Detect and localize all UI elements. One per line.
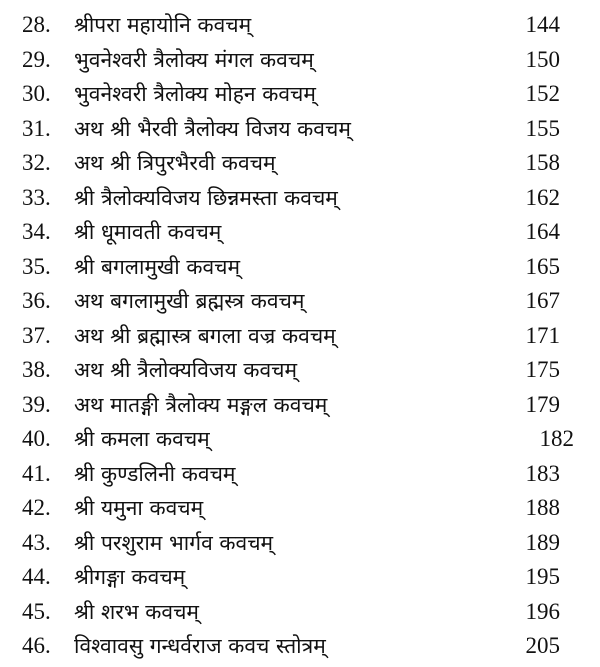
toc-entry-36 — [22, 284, 582, 319]
entry-page-number: 155 — [525, 115, 560, 141]
entry-title: अथ मातङ्गी त्रैलोक्य मङ्गल कवचम् — [74, 392, 328, 417]
table-of-contents — [22, 8, 582, 664]
entry-title: श्रीपरा महायोनि कवचम् — [74, 13, 252, 37]
entry-number: 36. — [22, 288, 51, 313]
toc-entry-38 — [22, 353, 582, 388]
entry-number: 32. — [22, 150, 51, 175]
toc-entry-30 — [22, 77, 582, 112]
entry-title: श्री धूमावती कवचम् — [74, 220, 222, 244]
entry-page-number: 189 — [525, 529, 560, 555]
entry-title: श्री त्रैलोक्यविजय छिन्नमस्ता कवचम् — [74, 185, 338, 210]
entry-title: श्री कमला कवचम् — [74, 427, 210, 451]
toc-entry-46 — [22, 629, 582, 664]
toc-entry-32 — [22, 146, 582, 181]
entry-page-number: 150 — [525, 46, 560, 72]
entry-number: 43. — [22, 529, 51, 555]
entry-page-number: 205 — [525, 633, 560, 658]
entry-number: 30. — [22, 81, 51, 106]
toc-entry-31 — [22, 112, 582, 147]
entry-page-number: 179 — [525, 391, 560, 417]
entry-page-number: 162 — [525, 184, 560, 210]
entry-page-number: 175 — [525, 357, 560, 382]
entry-title: श्रीगङ्गा कवचम् — [74, 565, 186, 589]
entry-title: श्री कुण्डलिनी कवचम् — [74, 461, 236, 486]
entry-number: 42. — [22, 495, 51, 520]
entry-page-number: 158 — [525, 150, 560, 175]
toc-entry-35 — [22, 250, 582, 285]
entry-page-number: 196 — [525, 598, 560, 624]
entry-number: 45. — [22, 598, 51, 624]
toc-entry-37 — [22, 319, 582, 354]
entry-title: विश्वावसु गन्धर्वराज कवच स्तोत्रम् — [74, 634, 326, 658]
entry-number: 28. — [22, 12, 51, 37]
entry-title: अथ श्री ब्रह्मास्त्र बगला वज्र कवचम् — [74, 323, 336, 348]
toc-entry-44 — [22, 560, 582, 595]
entry-number: 41. — [22, 460, 51, 486]
entry-number: 46. — [22, 633, 51, 658]
entry-title: भुवनेश्वरी त्रैलोक्य मंगल कवचम् — [74, 47, 314, 72]
entry-title: अथ श्री त्रिपुरभैरवी कवचम् — [74, 151, 276, 175]
entry-title: श्री शरभ कवचम् — [74, 599, 199, 624]
toc-entry-40 — [22, 422, 582, 457]
entry-number: 39. — [22, 391, 51, 417]
toc-entry-28 — [22, 8, 582, 43]
entry-number: 34. — [22, 219, 51, 244]
toc-entry-33 — [22, 181, 582, 216]
entry-title: अथ श्री भैरवी त्रैलोक्य विजय कवचम् — [74, 116, 351, 141]
entry-page-number: 164 — [525, 219, 560, 244]
entry-number: 35. — [22, 253, 51, 279]
entry-number: 44. — [22, 564, 51, 589]
entry-title: श्री परशुराम भार्गव कवचम् — [74, 530, 274, 555]
toc-entry-39 — [22, 388, 582, 423]
entry-number: 33. — [22, 184, 51, 210]
entry-page-number: 195 — [525, 564, 560, 589]
toc-entry-42 — [22, 491, 582, 526]
entry-number: 37. — [22, 322, 51, 348]
entry-number: 29. — [22, 46, 51, 72]
entry-page-number: 182 — [539, 426, 574, 451]
entry-page-number: 188 — [525, 495, 560, 520]
entry-title: अथ बगलामुखी ब्रह्मस्त्र कवचम् — [74, 289, 305, 313]
entry-page-number: 167 — [525, 288, 560, 313]
toc-entry-41 — [22, 457, 582, 492]
entry-title: श्री यमुना कवचम् — [74, 496, 204, 520]
entry-page-number: 152 — [525, 81, 560, 106]
toc-entry-29 — [22, 43, 582, 78]
entry-page-number: 171 — [525, 322, 560, 348]
toc-entry-45 — [22, 595, 582, 630]
entry-page-number: 183 — [525, 460, 560, 486]
toc-entry-43 — [22, 526, 582, 561]
entry-number: 40. — [22, 426, 51, 451]
entry-title: श्री बगलामुखी कवचम् — [74, 254, 241, 279]
entry-number: 38. — [22, 357, 51, 382]
entry-title: अथ श्री त्रैलोक्यविजय कवचम् — [74, 358, 298, 382]
entry-title: भुवनेश्वरी त्रैलोक्य मोहन कवचम् — [74, 82, 316, 106]
entry-page-number: 165 — [525, 253, 560, 279]
entry-page-number: 144 — [525, 12, 560, 37]
toc-entry-34 — [22, 215, 582, 250]
entry-number: 31. — [22, 115, 51, 141]
